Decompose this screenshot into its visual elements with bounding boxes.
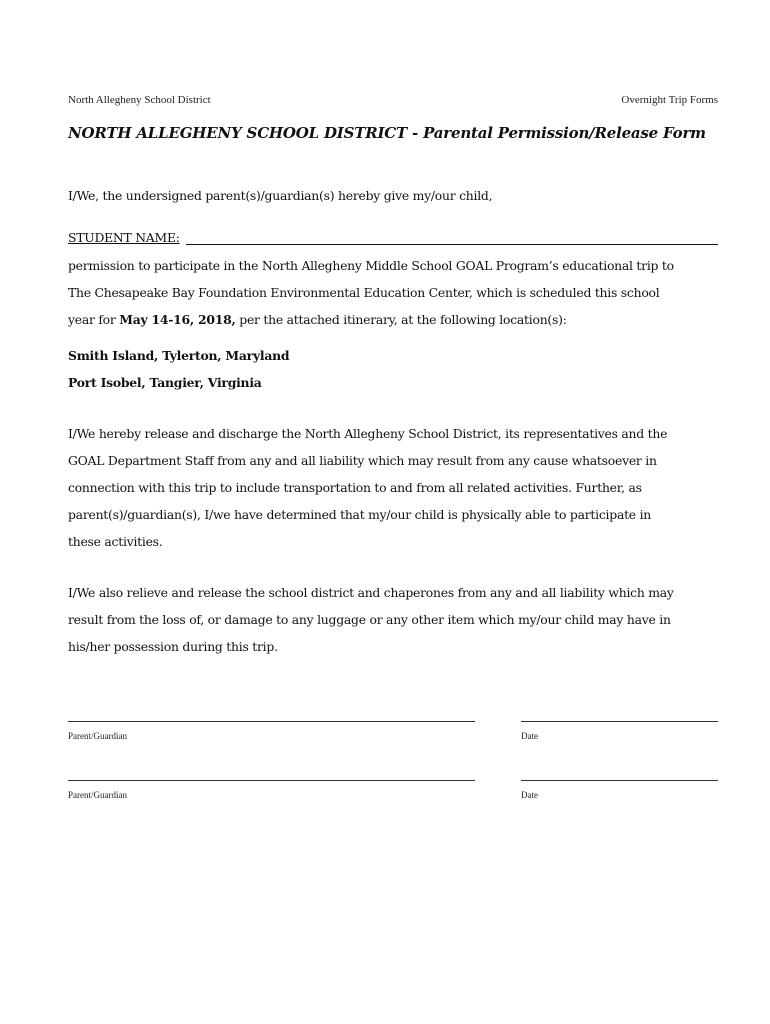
student-name-row	[68, 230, 718, 245]
permission-line-3-prefix: year for	[68, 312, 120, 327]
student-name-label: STUDENT NAME:	[68, 230, 180, 245]
page-header	[68, 94, 718, 106]
parent-guardian-signature-line-1[interactable]	[68, 721, 475, 722]
date-line-1[interactable]	[521, 721, 718, 722]
header-form-type: Overnight Trip Forms	[621, 94, 718, 106]
location-2: Port Isobel, Tangier, Virginia	[68, 375, 262, 390]
permission-line-3-suffix: per the attached itinerary, at the following location(s):	[235, 312, 567, 327]
parent-guardian-signature-line-2[interactable]	[68, 780, 475, 781]
release-line-5: these activities.	[68, 534, 163, 549]
relieve-line-1: I/We also relieve and release the school district and chaperones from any and all liability which may	[68, 585, 674, 600]
permission-line-3	[68, 312, 567, 327]
release-line-1: I/We hereby release and discharge the North Allegheny School District, its representatives and the	[68, 426, 668, 441]
parent-guardian-label-2: Parent/Guardian	[68, 790, 127, 800]
header-district: North Allegheny School District	[68, 94, 211, 106]
parent-guardian-label-1: Parent/Guardian	[68, 731, 127, 741]
intro-line: I/We, the undersigned parent(s)/guardian(s) hereby give my/our child,	[68, 188, 493, 203]
trip-dates: May 14-16, 2018,	[119, 312, 236, 327]
date-label-1: Date	[521, 731, 538, 741]
permission-line-1: permission to participate in the North Allegheny Middle School GOAL Program’s educational trip to	[68, 258, 674, 273]
release-line-4: parent(s)/guardian(s), I/we have determined that my/our child is physically able to participate in	[68, 507, 652, 522]
release-line-3: connection with this trip to include transportation to and from all related activities. Further, as	[68, 480, 642, 495]
release-line-2: GOAL Department Staff from any and all liability which may result from any cause whatsoever in	[68, 453, 657, 468]
relieve-line-2: result from the loss of, or damage to any luggage or any other item which my/our child may have in	[68, 612, 671, 627]
date-label-2: Date	[521, 790, 538, 800]
student-name-field[interactable]	[186, 230, 718, 245]
date-line-2[interactable]	[521, 780, 718, 781]
permission-line-2: The Chesapeake Bay Foundation Environmental Education Center, which is scheduled this school	[68, 285, 660, 300]
location-1: Smith Island, Tylerton, Maryland	[68, 348, 290, 363]
relieve-line-3: his/her possession during this trip.	[68, 639, 278, 654]
form-title: NORTH ALLEGHENY SCHOOL DISTRICT - Parental Permission/Release Form	[68, 124, 706, 142]
